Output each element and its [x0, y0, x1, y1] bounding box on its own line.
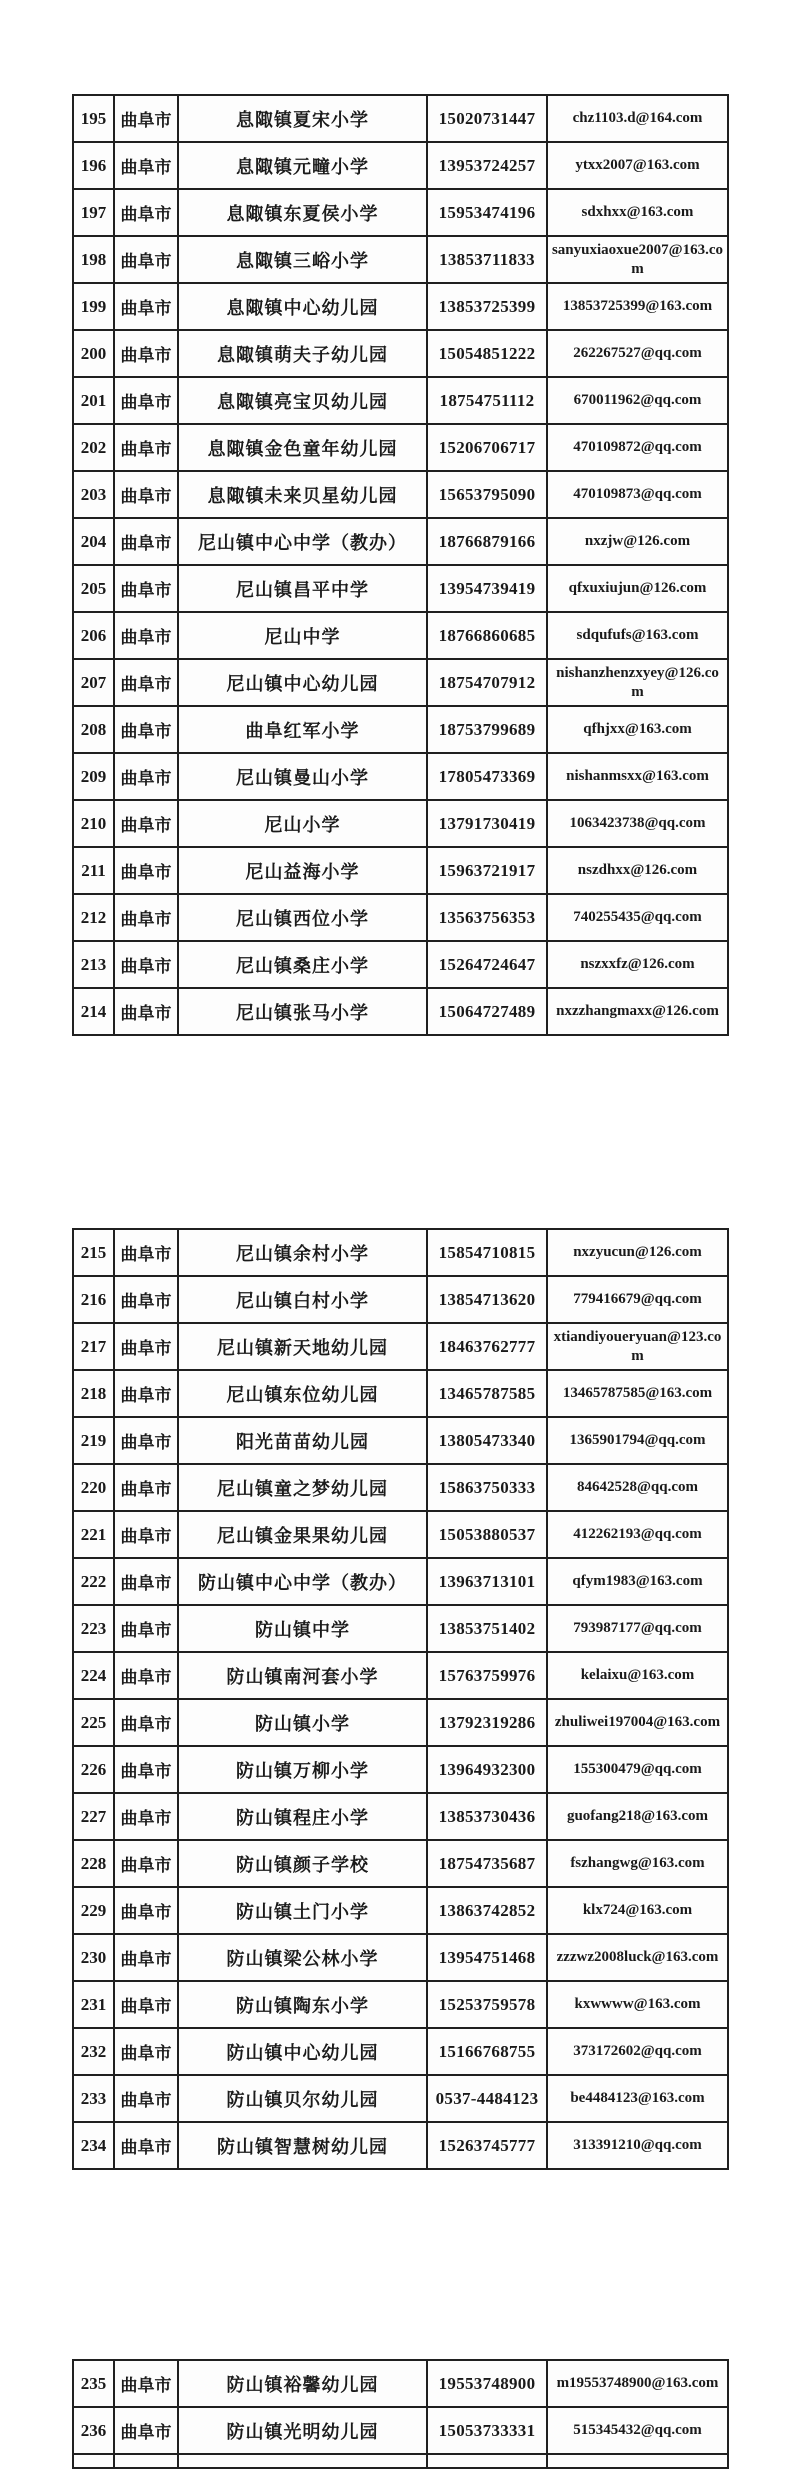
school-name-cell: 息陬镇未来贝星幼儿园: [178, 471, 427, 518]
serial-cell: 199: [73, 283, 114, 330]
table-row: [73, 659, 728, 706]
table-row: [73, 1417, 728, 1464]
email-cell: [547, 2454, 728, 2468]
phone-cell: 15253759578: [427, 1981, 547, 2028]
serial-cell: 229: [73, 1887, 114, 1934]
email-cell: sanyuxiaoxue2007@163.com: [547, 236, 728, 283]
phone-cell: 13465787585: [427, 1370, 547, 1417]
city-cell: 曲阜市: [114, 1887, 178, 1934]
table-row: [73, 1558, 728, 1605]
serial-cell: 197: [73, 189, 114, 236]
email-cell: 313391210@qq.com: [547, 2122, 728, 2169]
city-cell: 曲阜市: [114, 894, 178, 941]
table-row: [73, 189, 728, 236]
serial-cell: 236: [73, 2407, 114, 2454]
table-row: [73, 988, 728, 1035]
school-name-cell: 息陬镇元疃小学: [178, 142, 427, 189]
table-row: [73, 1699, 728, 1746]
phone-cell: 0537-4484123: [427, 2075, 547, 2122]
serial-cell: 221: [73, 1511, 114, 1558]
phone-cell: 15054851222: [427, 330, 547, 377]
school-name-cell: 息陬镇金色童年幼儿园: [178, 424, 427, 471]
phone-cell: 15064727489: [427, 988, 547, 1035]
serial-cell: 235: [73, 2360, 114, 2407]
serial-cell: 227: [73, 1793, 114, 1840]
table-row: [73, 518, 728, 565]
phone-cell: 18753799689: [427, 706, 547, 753]
serial-cell: 198: [73, 236, 114, 283]
school-name-cell: 息陬镇中心幼儿园: [178, 283, 427, 330]
email-cell: qfhjxx@163.com: [547, 706, 728, 753]
city-cell: 曲阜市: [114, 377, 178, 424]
table-row: [73, 2028, 728, 2075]
phone-cell: 13853751402: [427, 1605, 547, 1652]
school-name-cell: 尼山小学: [178, 800, 427, 847]
phone-cell: 13963713101: [427, 1558, 547, 1605]
email-cell: nxzyucun@126.com: [547, 1229, 728, 1276]
school-name-cell: 防山镇光明幼儿园: [178, 2407, 427, 2454]
serial-cell: 195: [73, 95, 114, 142]
city-cell: 曲阜市: [114, 988, 178, 1035]
email-cell: 412262193@qq.com: [547, 1511, 728, 1558]
phone-cell: 13854713620: [427, 1276, 547, 1323]
phone-cell: 15653795090: [427, 471, 547, 518]
serial-cell: 208: [73, 706, 114, 753]
city-cell: 曲阜市: [114, 2075, 178, 2122]
serial-cell: 212: [73, 894, 114, 941]
phone-cell: 18766860685: [427, 612, 547, 659]
email-cell: nszdhxx@126.com: [547, 847, 728, 894]
city-cell: 曲阜市: [114, 1276, 178, 1323]
table-row: [73, 1840, 728, 1887]
school-name-cell: 尼山中学: [178, 612, 427, 659]
email-cell: kxwwww@163.com: [547, 1981, 728, 2028]
phone-cell: 13805473340: [427, 1417, 547, 1464]
school-name-cell: 阳光苗苗幼儿园: [178, 1417, 427, 1464]
city-cell: 曲阜市: [114, 1934, 178, 1981]
serial-cell: 214: [73, 988, 114, 1035]
email-cell: nszxxfz@126.com: [547, 941, 728, 988]
city-cell: 曲阜市: [114, 1558, 178, 1605]
school-name-cell: 尼山镇童之梦幼儿园: [178, 1464, 427, 1511]
table-row: [73, 2407, 728, 2454]
phone-cell: 13853711833: [427, 236, 547, 283]
phone-cell: 15264724647: [427, 941, 547, 988]
school-name-cell: 尼山益海小学: [178, 847, 427, 894]
email-cell: guofang218@163.com: [547, 1793, 728, 1840]
email-cell: 1365901794@qq.com: [547, 1417, 728, 1464]
email-cell: kelaixu@163.com: [547, 1652, 728, 1699]
school-name-cell: 防山镇程庄小学: [178, 1793, 427, 1840]
city-cell: 曲阜市: [114, 1417, 178, 1464]
city-cell: 曲阜市: [114, 2360, 178, 2407]
school-name-cell: 尼山镇中心中学（教办）: [178, 518, 427, 565]
phone-cell: 15763759976: [427, 1652, 547, 1699]
school-name-cell: 防山镇南河套小学: [178, 1652, 427, 1699]
serial-cell: 226: [73, 1746, 114, 1793]
email-cell: nishanzhenzxyey@126.com: [547, 659, 728, 706]
school-name-cell: [178, 2454, 427, 2468]
email-cell: ytxx2007@163.com: [547, 142, 728, 189]
phone-cell: 18754751112: [427, 377, 547, 424]
table-row: [73, 1605, 728, 1652]
city-cell: 曲阜市: [114, 1981, 178, 2028]
email-cell: chz1103.d@164.com: [547, 95, 728, 142]
email-cell: sdqufufs@163.com: [547, 612, 728, 659]
city-cell: 曲阜市: [114, 1323, 178, 1370]
table-row: [73, 1276, 728, 1323]
email-cell: 1063423738@qq.com: [547, 800, 728, 847]
city-cell: 曲阜市: [114, 753, 178, 800]
serial-cell: 202: [73, 424, 114, 471]
school-name-cell: 尼山镇中心幼儿园: [178, 659, 427, 706]
school-name-cell: 防山镇中学: [178, 1605, 427, 1652]
school-name-cell: 尼山镇白村小学: [178, 1276, 427, 1323]
city-cell: 曲阜市: [114, 847, 178, 894]
city-cell: 曲阜市: [114, 1229, 178, 1276]
city-cell: 曲阜市: [114, 612, 178, 659]
school-name-cell: 息陬镇夏宋小学: [178, 95, 427, 142]
table-row: [73, 1746, 728, 1793]
serial-cell: 209: [73, 753, 114, 800]
table-row: [73, 1981, 728, 2028]
email-cell: 13465787585@163.com: [547, 1370, 728, 1417]
serial-cell: 210: [73, 800, 114, 847]
serial-cell: 223: [73, 1605, 114, 1652]
city-cell: 曲阜市: [114, 706, 178, 753]
school-name-cell: 防山镇陶东小学: [178, 1981, 427, 2028]
phone-cell: 18754707912: [427, 659, 547, 706]
city-cell: 曲阜市: [114, 1746, 178, 1793]
clipped-next-row: [73, 2454, 728, 2468]
email-cell: 262267527@qq.com: [547, 330, 728, 377]
table-row: [73, 1229, 728, 1276]
school-name-cell: 尼山镇张马小学: [178, 988, 427, 1035]
phone-cell: 13964932300: [427, 1746, 547, 1793]
email-cell: 670011962@qq.com: [547, 377, 728, 424]
serial-cell: 216: [73, 1276, 114, 1323]
phone-cell: 15053733331: [427, 2407, 547, 2454]
table-row: [73, 1464, 728, 1511]
city-cell: [114, 2454, 178, 2468]
phone-cell: 13853725399: [427, 283, 547, 330]
email-cell: qfxuxiujun@126.com: [547, 565, 728, 612]
phone-cell: 15963721917: [427, 847, 547, 894]
serial-cell: 213: [73, 941, 114, 988]
serial-cell: 205: [73, 565, 114, 612]
phone-cell: 18766879166: [427, 518, 547, 565]
serial-cell: 219: [73, 1417, 114, 1464]
email-cell: qfym1983@163.com: [547, 1558, 728, 1605]
table-row: [73, 1323, 728, 1370]
school-name-cell: 防山镇裕馨幼儿园: [178, 2360, 427, 2407]
school-name-cell: 防山镇智慧树幼儿园: [178, 2122, 427, 2169]
email-cell: 13853725399@163.com: [547, 283, 728, 330]
table-row: [73, 800, 728, 847]
table-row: [73, 941, 728, 988]
city-cell: 曲阜市: [114, 1840, 178, 1887]
serial-cell: 233: [73, 2075, 114, 2122]
table-row: [73, 847, 728, 894]
school-name-cell: 防山镇万柳小学: [178, 1746, 427, 1793]
city-cell: 曲阜市: [114, 471, 178, 518]
phone-cell: 15206706717: [427, 424, 547, 471]
phone-cell: 13563756353: [427, 894, 547, 941]
serial-cell: 200: [73, 330, 114, 377]
school-name-cell: 曲阜红军小学: [178, 706, 427, 753]
phone-cell: 17805473369: [427, 753, 547, 800]
email-cell: fszhangwg@163.com: [547, 1840, 728, 1887]
table-row: [73, 1934, 728, 1981]
phone-cell: 13853730436: [427, 1793, 547, 1840]
serial-cell: 224: [73, 1652, 114, 1699]
city-cell: 曲阜市: [114, 565, 178, 612]
city-cell: 曲阜市: [114, 424, 178, 471]
city-cell: 曲阜市: [114, 95, 178, 142]
email-cell: 155300479@qq.com: [547, 1746, 728, 1793]
email-cell: m19553748900@163.com: [547, 2360, 728, 2407]
school-name-cell: 尼山镇昌平中学: [178, 565, 427, 612]
phone-cell: 15020731447: [427, 95, 547, 142]
table-row: [73, 377, 728, 424]
school-contact-table-block-2: [72, 1228, 729, 2170]
email-cell: 793987177@qq.com: [547, 1605, 728, 1652]
city-cell: 曲阜市: [114, 236, 178, 283]
school-name-cell: 尼山镇金果果幼儿园: [178, 1511, 427, 1558]
email-cell: nxzjw@126.com: [547, 518, 728, 565]
table-row: [73, 471, 728, 518]
email-cell: nishanmsxx@163.com: [547, 753, 728, 800]
table-row: [73, 706, 728, 753]
table-row: [73, 424, 728, 471]
city-cell: 曲阜市: [114, 2028, 178, 2075]
school-name-cell: 防山镇中心幼儿园: [178, 2028, 427, 2075]
phone-cell: 13954739419: [427, 565, 547, 612]
school-name-cell: 尼山镇余村小学: [178, 1229, 427, 1276]
email-cell: zzzwz2008luck@163.com: [547, 1934, 728, 1981]
city-cell: 曲阜市: [114, 941, 178, 988]
email-cell: klx724@163.com: [547, 1887, 728, 1934]
serial-cell: 215: [73, 1229, 114, 1276]
school-name-cell: 尼山镇东位幼儿园: [178, 1370, 427, 1417]
serial-cell: 217: [73, 1323, 114, 1370]
school-contact-table-block-1: [72, 94, 729, 1036]
serial-cell: 231: [73, 1981, 114, 2028]
city-cell: 曲阜市: [114, 2407, 178, 2454]
table-row: [73, 753, 728, 800]
school-name-cell: 防山镇颜子学校: [178, 1840, 427, 1887]
serial-cell: 222: [73, 1558, 114, 1605]
table-row: [73, 2360, 728, 2407]
email-cell: 84642528@qq.com: [547, 1464, 728, 1511]
serial-cell: 218: [73, 1370, 114, 1417]
phone-cell: 13792319286: [427, 1699, 547, 1746]
school-name-cell: 防山镇土门小学: [178, 1887, 427, 1934]
phone-cell: 19553748900: [427, 2360, 547, 2407]
city-cell: 曲阜市: [114, 1793, 178, 1840]
school-name-cell: 息陬镇东夏侯小学: [178, 189, 427, 236]
city-cell: 曲阜市: [114, 518, 178, 565]
city-cell: 曲阜市: [114, 2122, 178, 2169]
school-name-cell: 尼山镇曼山小学: [178, 753, 427, 800]
city-cell: 曲阜市: [114, 659, 178, 706]
phone-cell: 15854710815: [427, 1229, 547, 1276]
school-name-cell: 防山镇中心中学（教办）: [178, 1558, 427, 1605]
city-cell: 曲阜市: [114, 1511, 178, 1558]
serial-cell: 206: [73, 612, 114, 659]
phone-cell: 13954751468: [427, 1934, 547, 1981]
phone-cell: 15863750333: [427, 1464, 547, 1511]
serial-cell: 230: [73, 1934, 114, 1981]
city-cell: 曲阜市: [114, 330, 178, 377]
phone-cell: [427, 2454, 547, 2468]
school-name-cell: 息陬镇三峪小学: [178, 236, 427, 283]
serial-cell: 204: [73, 518, 114, 565]
phone-cell: 18463762777: [427, 1323, 547, 1370]
table-row: [73, 612, 728, 659]
table-row: [73, 95, 728, 142]
school-name-cell: 尼山镇桑庄小学: [178, 941, 427, 988]
table-row: [73, 1793, 728, 1840]
table-row: [73, 2075, 728, 2122]
city-cell: 曲阜市: [114, 1605, 178, 1652]
serial-cell: 201: [73, 377, 114, 424]
school-name-cell: 息陬镇萌夫子幼儿园: [178, 330, 427, 377]
email-cell: 515345432@qq.com: [547, 2407, 728, 2454]
city-cell: 曲阜市: [114, 1652, 178, 1699]
serial-cell: 234: [73, 2122, 114, 2169]
school-contact-table-block-3: [72, 2359, 729, 2469]
table-row: [73, 2122, 728, 2169]
table-row: [73, 236, 728, 283]
school-name-cell: 尼山镇新天地幼儿园: [178, 1323, 427, 1370]
table-row: [73, 894, 728, 941]
serial-cell: 228: [73, 1840, 114, 1887]
email-cell: 373172602@qq.com: [547, 2028, 728, 2075]
email-cell: zhuliwei197004@163.com: [547, 1699, 728, 1746]
table-row: [73, 1511, 728, 1558]
email-cell: 740255435@qq.com: [547, 894, 728, 941]
city-cell: 曲阜市: [114, 1464, 178, 1511]
table-row: [73, 565, 728, 612]
city-cell: 曲阜市: [114, 189, 178, 236]
school-name-cell: 防山镇贝尔幼儿园: [178, 2075, 427, 2122]
phone-cell: 15053880537: [427, 1511, 547, 1558]
table-row: [73, 142, 728, 189]
serial-cell: 196: [73, 142, 114, 189]
phone-cell: 15166768755: [427, 2028, 547, 2075]
serial-cell: [73, 2454, 114, 2468]
city-cell: 曲阜市: [114, 1370, 178, 1417]
city-cell: 曲阜市: [114, 283, 178, 330]
phone-cell: 15263745777: [427, 2122, 547, 2169]
serial-cell: 225: [73, 1699, 114, 1746]
school-name-cell: 息陬镇亮宝贝幼儿园: [178, 377, 427, 424]
phone-cell: 13791730419: [427, 800, 547, 847]
phone-cell: 18754735687: [427, 1840, 547, 1887]
school-name-cell: 防山镇小学: [178, 1699, 427, 1746]
table-row: [73, 330, 728, 377]
serial-cell: 211: [73, 847, 114, 894]
table-row: [73, 1652, 728, 1699]
email-cell: 779416679@qq.com: [547, 1276, 728, 1323]
phone-cell: 15953474196: [427, 189, 547, 236]
city-cell: 曲阜市: [114, 142, 178, 189]
school-name-cell: 防山镇梁公林小学: [178, 1934, 427, 1981]
serial-cell: 207: [73, 659, 114, 706]
email-cell: nxzzhangmaxx@126.com: [547, 988, 728, 1035]
phone-cell: 13863742852: [427, 1887, 547, 1934]
email-cell: xtiandiyoueryuan@123.com: [547, 1323, 728, 1370]
serial-cell: 220: [73, 1464, 114, 1511]
phone-cell: 13953724257: [427, 142, 547, 189]
email-cell: be4484123@163.com: [547, 2075, 728, 2122]
email-cell: 470109873@qq.com: [547, 471, 728, 518]
school-name-cell: 尼山镇西位小学: [178, 894, 427, 941]
table-row: [73, 283, 728, 330]
serial-cell: 232: [73, 2028, 114, 2075]
table-row: [73, 1370, 728, 1417]
table-row: [73, 1887, 728, 1934]
email-cell: 470109872@qq.com: [547, 424, 728, 471]
city-cell: 曲阜市: [114, 1699, 178, 1746]
email-cell: sdxhxx@163.com: [547, 189, 728, 236]
city-cell: 曲阜市: [114, 800, 178, 847]
serial-cell: 203: [73, 471, 114, 518]
